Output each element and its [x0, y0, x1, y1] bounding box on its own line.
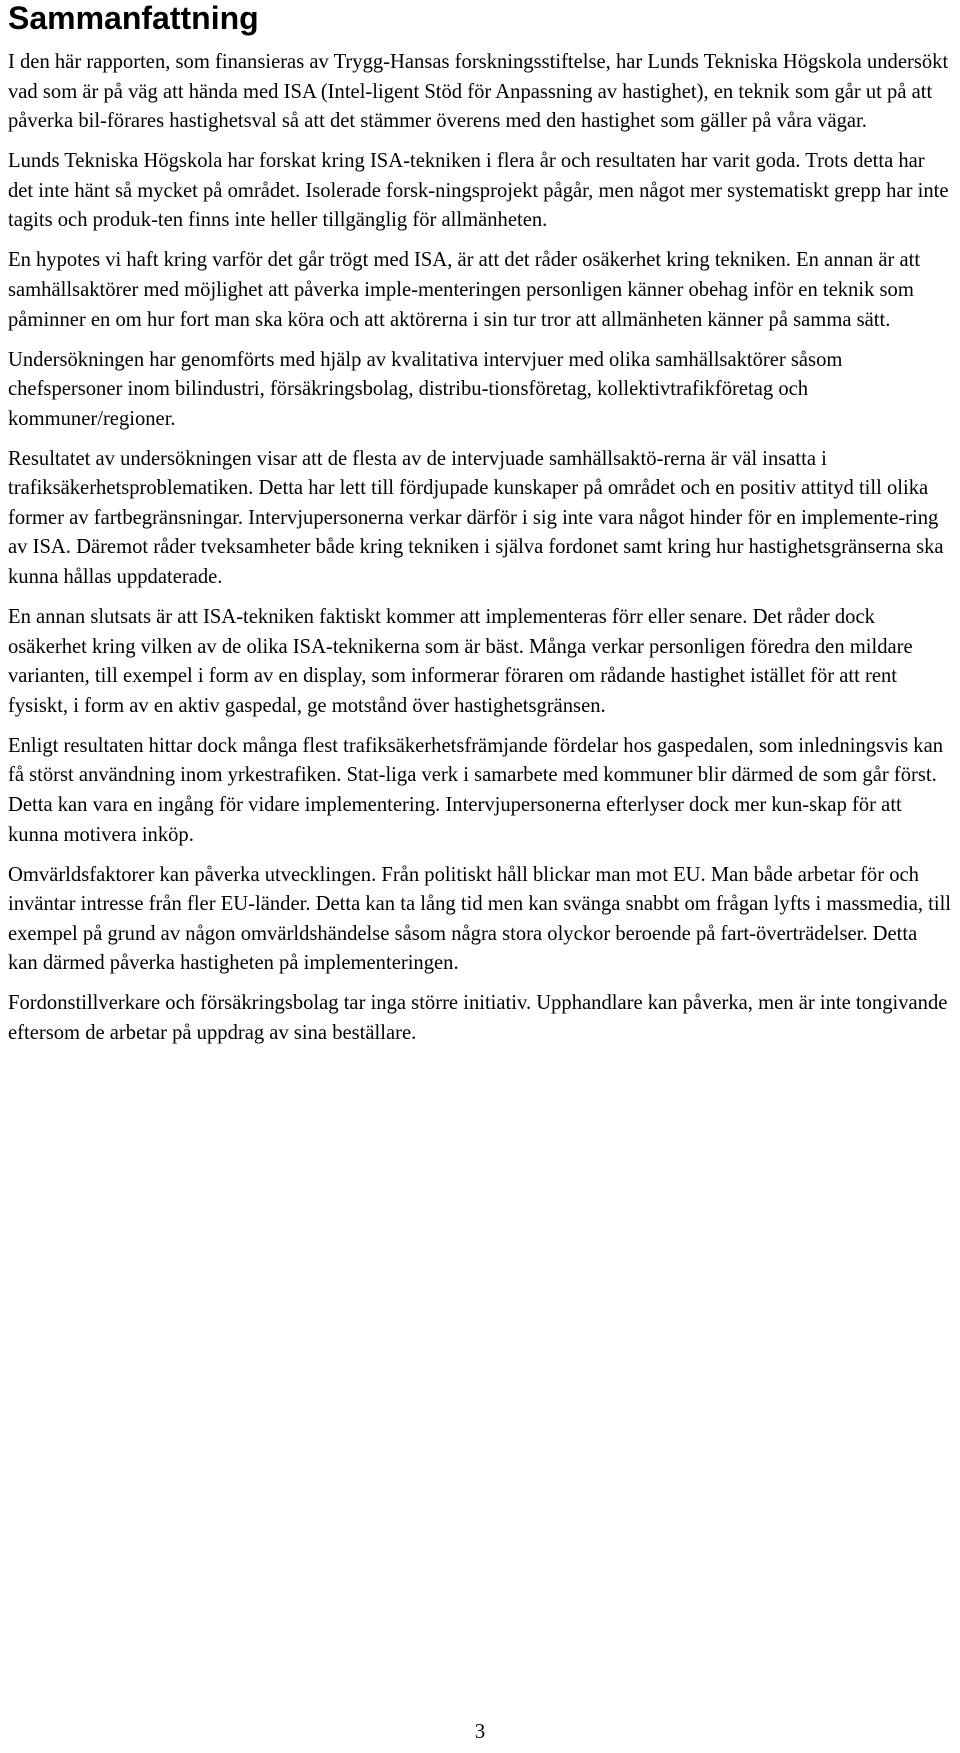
- paragraph-6: En annan slutsats är att ISA-tekniken faktiskt kommer att implementeras förr eller senare. Det råder dock osäkerhet kring vilken av de olika ISA-teknikerna som är bäst. Många verkar personligen föredra den mildare varianten, till exempel i form av en display, som informerar föraren om rådande hastighet istället för att rent fysiskt, i form av en aktiv gaspedal, ge motstånd över hastighetsgränsen.: [8, 606, 913, 717]
- paragraph-8: Omvärldsfaktorer kan påverka utvecklingen. Från politiskt håll blickar man mot EU. Man både arbetar för och inväntar intresse från fler EU-länder. Detta kan ta lång tid men kan svänga snabbt om frågan lyfts i massmedia, till exempel på grund av någon omvärldshändelse såsom några stora olyckor beroende på fart-överträdelser. Detta kan därmed påverka hastigheten på implementeringen.: [8, 863, 952, 975]
- document-page: [8, 0, 952, 1059]
- paragraph-3: En hypotes vi haft kring varför det går trögt med ISA, är att det råder osäkerhet kring tekniken. En annan är att samhällsaktörer med möjlighet att påverka imple-menteringen personligen känner obehag inför en teknik som påminner en om hur fort man ska köra och att aktörerna i sin tur tror att allmänheten känner på samma sätt.: [8, 249, 921, 331]
- paragraph-7: Enligt resultaten hittar dock många flest trafiksäkerhetsfrämjande fördelar hos gaspedalen, som inledningsvis kan få störst användning inom yrkestrafiken. Stat-liga verk i samarbete med kommuner blir därmed de som går först. Detta kan vara en ingång för vidare implementering. Intervjupersonerna efterlyser dock mer kun-skap för att kunna motivera inköp.: [8, 734, 944, 846]
- page-title: Sammanfattning: [8, 0, 259, 36]
- body-text: [8, 48, 952, 1049]
- paragraph-9: Fordonstillverkare och försäkringsbolag tar inga större initiativ. Upphandlare kan påverka, men är inte tongivande eftersom de arbetar på uppdrag av sina beställare.: [8, 992, 948, 1044]
- paragraph-1: I den här rapporten, som finansieras av Trygg-Hansas forskningsstiftelse, har Lunds Tekniska Högskola undersökt vad som är på väg att hända med ISA (Intel-ligent Stöd för Anpassning av hastighet), en teknik som går ut på att påverka bil-förares hastighetsval så att det stämmer överens med den hastighet som gäller på våra vägar.: [8, 51, 949, 133]
- page-number: 3: [474, 1721, 486, 1743]
- paragraph-2: Lunds Tekniska Högskola har forskat kring ISA-tekniken i flera år och resultaten har varit goda. Trots detta har det inte hänt så mycket på området. Isolerade forsk-ningsprojekt pågår, men något mer systematiskt grepp har inte tagits och produk-ten finns inte heller tillgänglig för allmänheten.: [8, 150, 949, 232]
- paragraph-4: Undersökningen har genomförts med hjälp av kvalitativa intervjuer med olika samhällsaktörer såsom chefspersoner inom bilindustri, försäkringsbolag, distribu-tionsföretag, kollektivtrafikföretag och kommuner/regioner.: [8, 348, 843, 430]
- paragraph-5: Resultatet av undersökningen visar att de flesta av de intervjuade samhällsaktö-rerna är väl insatta i trafiksäkerhetsproblematiken. Detta har lett till fördjupade kunskaper på området och en positiv attityd till olika former av fartbegränsningar. Intervjupersonerna verkar därför i sig inte vara något hinder för en implemente-ring av ISA. Däremot råder tveksamheter både kring tekniken i själva fordonet samt kring hur hastighetsgränserna ska kunna hållas uppdaterade.: [8, 447, 944, 589]
